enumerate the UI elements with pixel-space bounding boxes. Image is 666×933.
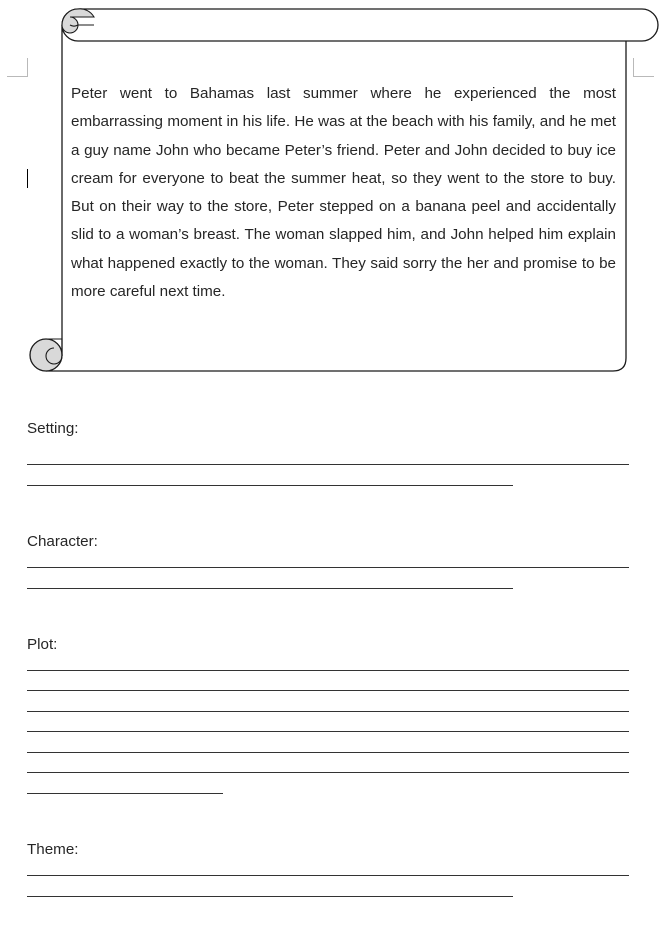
text-cursor xyxy=(27,169,28,188)
character-label: Character: xyxy=(27,533,98,550)
page-corner-mark-right xyxy=(633,58,654,77)
character-answer-line[interactable] xyxy=(27,567,629,568)
story-paragraph: Peter went to Bahamas last summer where he experienced the most embarrassing moment in his life. He was at the beach with his family, and he met a guy name John who became Peter’s friend. Peter and John decided to buy ice cream for everyone to beat the summer heat, so they went to the store to buy. But on their way to the store, Peter stepped on a banana peel and accidentally slid to a woman’s breast. The woman slapped him, and John helped him explain what happened exactly to the woman. They said sorry the her and promise to be more careful next time. xyxy=(71,85,616,301)
theme-answer-line[interactable] xyxy=(27,896,513,897)
setting-label: Setting: xyxy=(27,420,79,437)
plot-label: Plot: xyxy=(27,636,58,653)
page-corner-mark-left xyxy=(7,58,28,77)
character-answer-line[interactable] xyxy=(27,588,513,589)
plot-answer-line[interactable] xyxy=(27,793,223,794)
plot-answer-line[interactable] xyxy=(27,752,629,753)
plot-answer-line[interactable] xyxy=(27,670,629,671)
plot-answer-line[interactable] xyxy=(27,711,629,712)
plot-answer-line[interactable] xyxy=(27,772,629,773)
theme-answer-line[interactable] xyxy=(27,875,629,876)
setting-answer-line[interactable] xyxy=(27,464,629,465)
plot-answer-line[interactable] xyxy=(27,690,629,691)
setting-answer-line[interactable] xyxy=(27,485,513,486)
theme-label: Theme: xyxy=(27,841,79,858)
plot-answer-line[interactable] xyxy=(27,731,629,732)
scroll-top-roll xyxy=(62,9,658,41)
